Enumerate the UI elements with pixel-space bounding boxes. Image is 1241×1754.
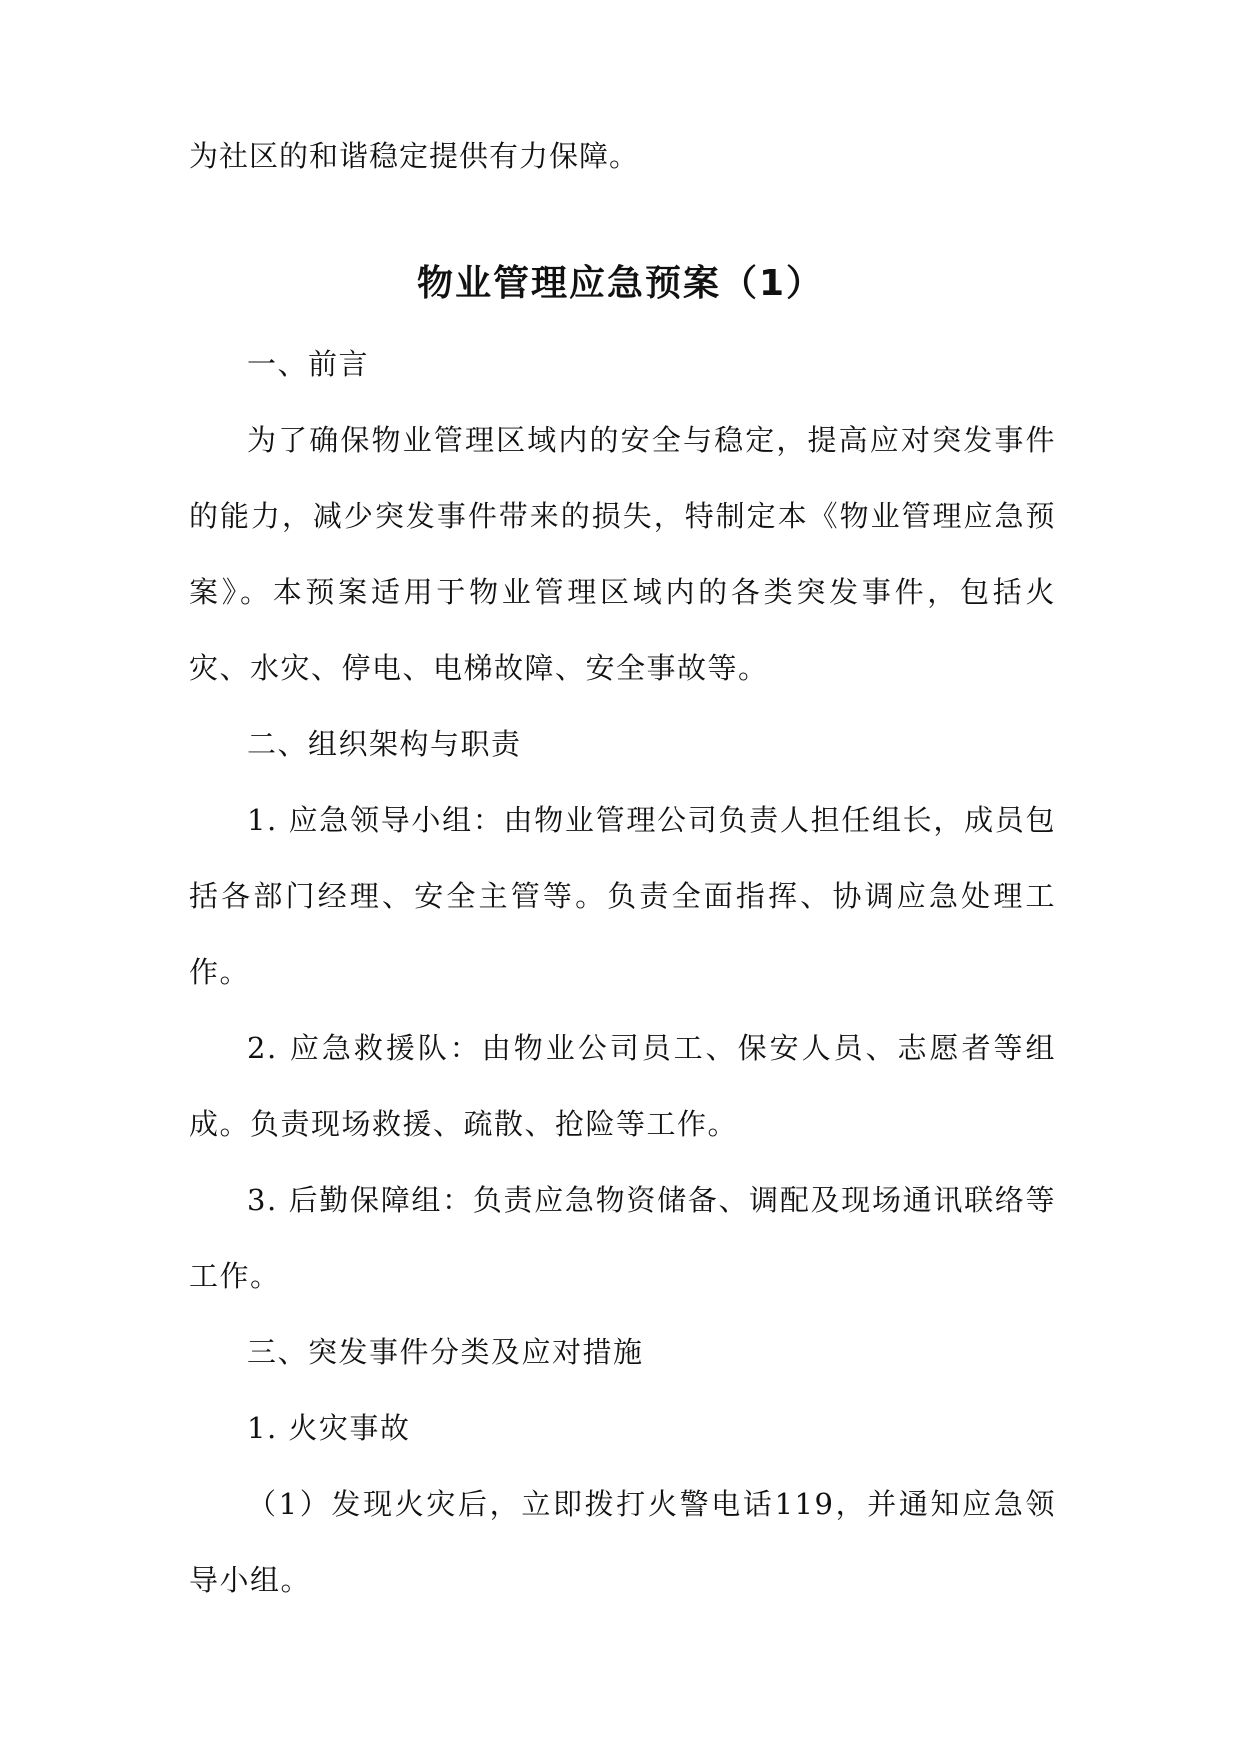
section-heading-incident-response: 三、突发事件分类及应对措施 — [247, 1335, 644, 1369]
section-heading-preface: 一、前言 — [247, 347, 370, 381]
fire-step-1: （1）发现火灾后，立即拨打火警电话119，并通知应急领导小组。 — [189, 1487, 1056, 1597]
continuation-line: 为社区的和谐稳定提供有力保障。 — [189, 139, 640, 173]
org-item-leadership-group: 1. 应急领导小组：由物业管理公司负责人担任组长，成员包括各部门经理、安全主管等。负责全面指挥、协调应急处理工作。 — [189, 803, 1056, 989]
continuation-text-block — [189, 118, 1056, 194]
org-item-rescue-team: 2. 应急救援队：由物业公司员工、保安人员、志愿者等组成。负责现场救援、疏散、抢险等工作。 — [189, 1031, 1056, 1141]
document-title: 物业管理应急预案（1） — [416, 263, 825, 304]
subheading-fire-incident: 1. 火灾事故 — [247, 1411, 411, 1445]
org-item-logistics-group: 3. 后勤保障组：负责应急物资储备、调配及现场通讯联络等工作。 — [189, 1183, 1056, 1293]
section-heading-organization: 二、组织架构与职责 — [247, 727, 522, 761]
document-body — [189, 326, 1056, 1618]
preface-paragraph: 为了确保物业管理区域内的安全与稳定，提高应对突发事件的能力，减少突发事件带来的损失，特制定本《物业管理应急预案》。本预案适用于物业管理区域内的各类突发事件，包括火灾、水灾、停电、电梯故障、安全事故等。 — [189, 423, 1056, 685]
